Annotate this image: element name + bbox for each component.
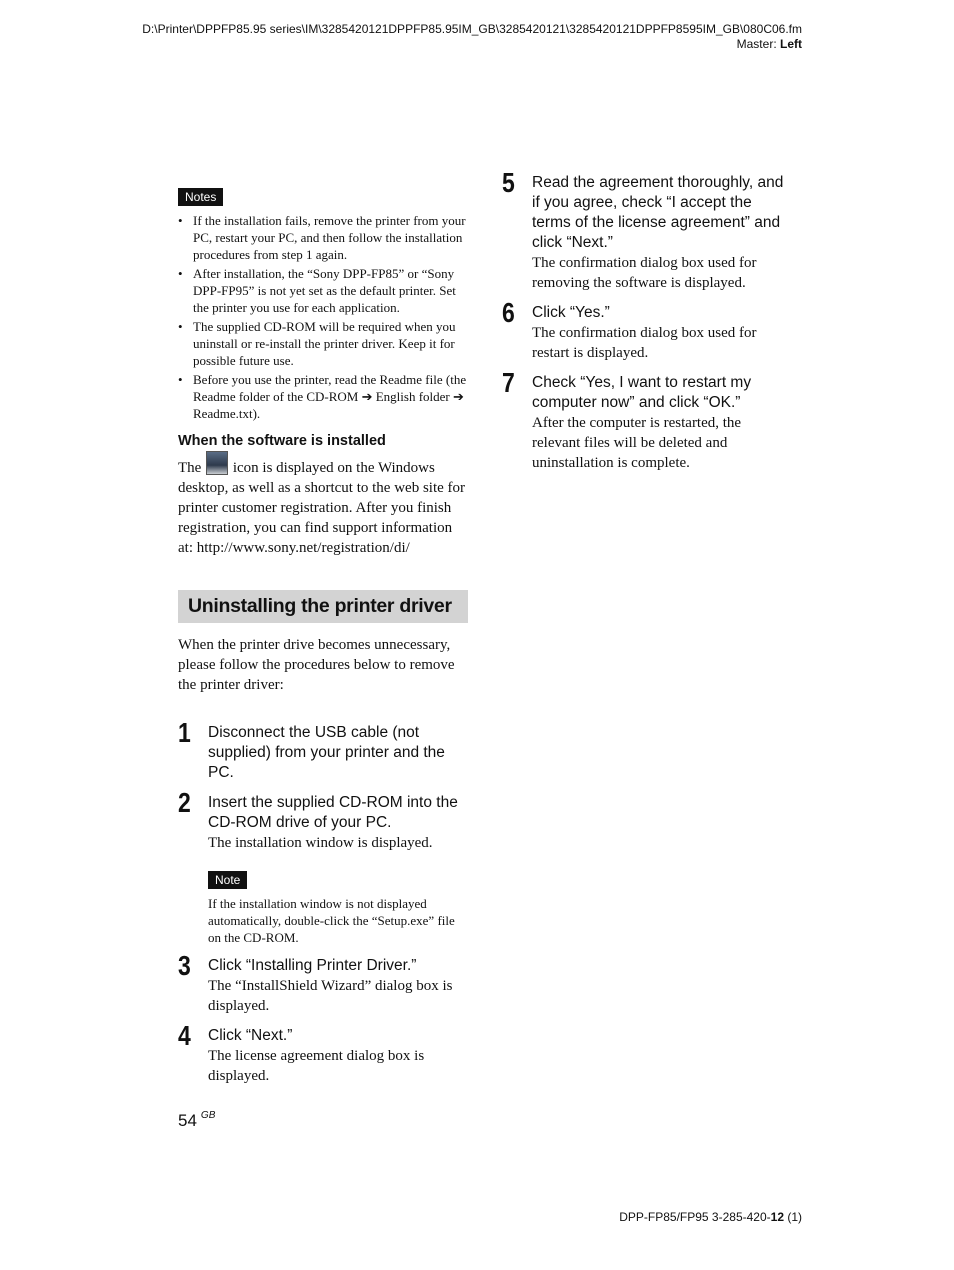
master-line	[142, 37, 802, 52]
note-item-text: If the installation fails, remove the printer from your PC, restart your PC, and then follow the installation procedures from step 1 again.	[193, 213, 466, 262]
page-number-value: 54	[178, 1111, 197, 1130]
section-intro: When the printer drive becomes unnecessary, please follow the procedures below to remove the printer driver:	[178, 637, 455, 693]
master-value: Left	[780, 37, 802, 51]
note-item	[178, 318, 468, 369]
installed-text-before: The	[178, 460, 202, 476]
bullet-icon: •	[178, 372, 183, 387]
note-item	[178, 265, 468, 316]
step-number: 5	[502, 167, 515, 198]
step-7	[502, 367, 792, 473]
page-language: GB	[200, 1110, 216, 1121]
bullet-icon: •	[178, 266, 183, 281]
model-bold: 12	[770, 1210, 784, 1224]
step-result: After the computer is restarted, the relevant files will be deleted and uninstallation is complete.	[532, 415, 742, 471]
master-label: Master:	[736, 37, 777, 51]
step-2	[178, 787, 468, 946]
step-5	[502, 167, 792, 293]
left-column	[178, 188, 468, 1086]
step-instruction: Insert the supplied CD-ROM into the CD-ROM drive of your PC.	[208, 794, 458, 831]
step-number: 1	[178, 717, 191, 748]
installed-text-after: icon is displayed on the Windows desktop, as well as a shortcut to the web site for printer customer registration. After you finish registration, you can find support information at: http://www.sony.net/registration/di/	[178, 460, 466, 556]
step-result: The confirmation dialog box used for restart is displayed.	[532, 325, 757, 361]
step-result: The confirmation dialog box used for removing the software is displayed.	[532, 255, 757, 291]
installed-paragraph	[178, 451, 468, 558]
step-6	[502, 297, 792, 363]
page-number	[178, 1110, 215, 1131]
step-number: 3	[178, 950, 191, 981]
notes-label: Notes	[178, 188, 223, 206]
note-box	[208, 871, 468, 946]
step-number: 7	[502, 367, 515, 398]
step-instruction: Disconnect the USB cable (not supplied) from your printer and the PC.	[208, 724, 445, 781]
step-number: 2	[178, 787, 191, 818]
section-title: Uninstalling the printer driver	[178, 590, 468, 623]
printer-app-icon	[206, 451, 228, 475]
step-result: The “InstallShield Wizard” dialog box is displayed.	[208, 978, 453, 1014]
note-item-text: Before you use the printer, read the Readme file (the Readme folder of the CD-ROM ➔ English folder ➔ Readme.txt).	[193, 372, 467, 421]
note-item-text: After installation, the “Sony DPP-FP85” or “Sony DPP-FP95” is not yet set as the default printer. Set the printer you use for each application.	[193, 266, 456, 315]
step-3	[178, 950, 468, 1016]
note-label: Note	[208, 871, 247, 889]
step-instruction: Click “Installing Printer Driver.”	[208, 957, 417, 974]
model-suffix: (1)	[784, 1210, 802, 1224]
step-number: 4	[178, 1020, 191, 1051]
step-result: The installation window is displayed.	[208, 835, 433, 851]
file-path-header	[142, 22, 802, 52]
bullet-icon: •	[178, 213, 183, 228]
installed-heading: When the software is installed	[178, 433, 386, 449]
step-instruction: Check “Yes, I want to restart my computer now” and click “OK.”	[532, 374, 752, 411]
step-instruction: Click “Next.”	[208, 1027, 293, 1044]
step-number: 6	[502, 297, 515, 328]
notes-list	[178, 212, 468, 422]
note-item	[178, 371, 468, 422]
step-4	[178, 1020, 468, 1086]
model-footer	[619, 1210, 802, 1224]
note-text: If the installation window is not displayed automatically, double-click the “Setup.exe” file on the CD-ROM.	[208, 896, 455, 945]
step-result: The license agreement dialog box is displayed.	[208, 1048, 425, 1084]
model-prefix: DPP-FP85/FP95 3-285-420-	[619, 1210, 771, 1224]
file-path: D:\Printer\DPPFP85.95 series\IM\3285420121DPPFP85.95IM_GB\3285420121\3285420121DPPFP8595IM_GB\080C06.fm	[142, 22, 802, 36]
step-instruction: Click “Yes.”	[532, 304, 610, 321]
bullet-icon: •	[178, 319, 183, 334]
note-item-text: The supplied CD-ROM will be required when you uninstall or re-install the printer driver. Keep it for possible future use.	[193, 319, 456, 368]
step-1	[178, 717, 468, 783]
step-instruction: Read the agreement thoroughly, and if you agree, check “I accept the terms of the license agreement” and click “Next.”	[532, 174, 784, 251]
note-item	[178, 212, 468, 263]
right-column	[502, 165, 792, 473]
